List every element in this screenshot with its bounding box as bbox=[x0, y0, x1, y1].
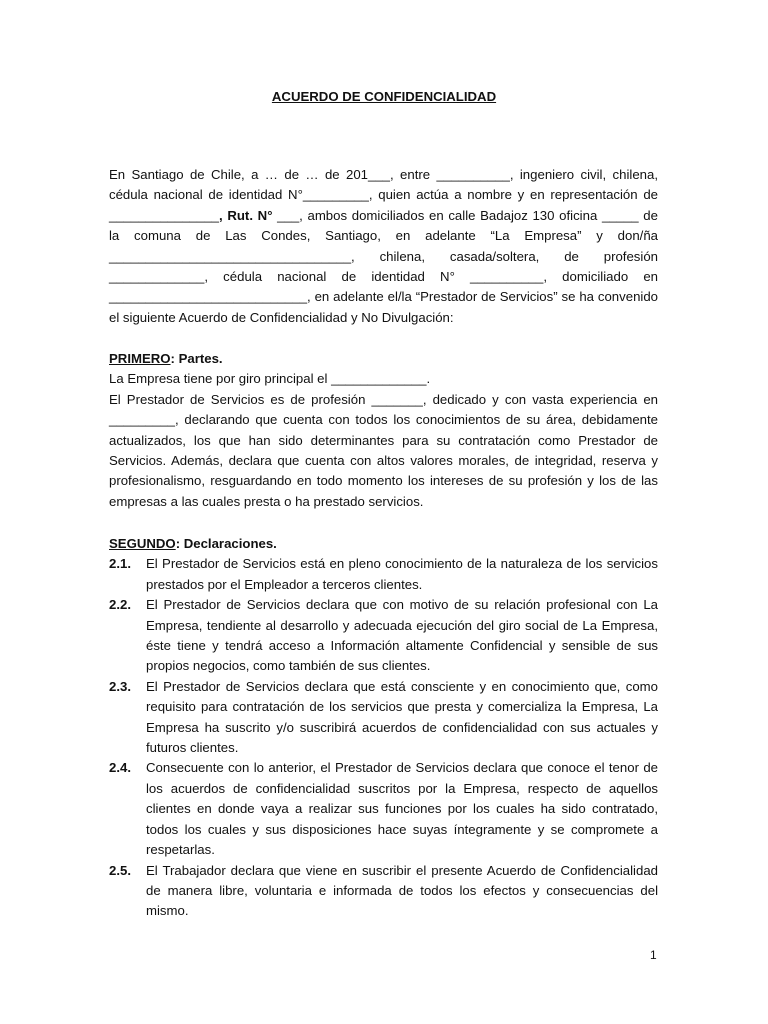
intro-paragraph bbox=[109, 165, 658, 328]
document-title: ACUERDO DE CONFIDENCIALIDAD bbox=[271, 89, 497, 104]
section-primero bbox=[109, 349, 658, 512]
heading-label: PRIMERO bbox=[109, 351, 171, 366]
item-text: El Prestador de Servicios está en pleno conocimiento de la naturaleza de los servicios prestados por el Empleador a terceros clientes. bbox=[146, 556, 658, 592]
item-text: El Prestador de Servicios declara que con motivo de su relación profesional con La Empresa, tendiente al desarrollo y adecuada ejecución del giro social de La Empresa, éste tiene y tendrá acceso a Información altamente Confidencial y sensible de sus propios negocios, como también de sus clientes. bbox=[146, 597, 658, 674]
giro-line: La Empresa tiene por giro principal el _____________. bbox=[109, 371, 431, 387]
list-item bbox=[109, 595, 658, 677]
item-number: 2.5. bbox=[109, 862, 131, 878]
list-item bbox=[109, 861, 658, 922]
list-item bbox=[109, 554, 658, 595]
list-item bbox=[109, 677, 658, 759]
item-text: El Prestador de Servicios declara que está consciente y en conocimiento que, como requisito para contratación de los servicios que presta y comercializa la Empresa, La Empresa ha suscrito y/o suscribirá acuerdos de confidencialidad con sus actuales y futuros clientes. bbox=[146, 678, 658, 756]
item-number: 2.3. bbox=[109, 678, 131, 694]
item-number: 2.2. bbox=[109, 597, 131, 613]
heading-rest: : Declaraciones. bbox=[175, 536, 277, 551]
heading-rest: : Partes. bbox=[170, 351, 223, 366]
item-text: Consecuente con lo anterior, el Prestador de Servicios declara que conoce el tenor de los acuerdos de confidencialidad suscritos por la Empresa, respecto de aquellos clientes en donde vaya a realizar sus funciones por los cuales ha sido contratado, todos los cuales y sus disposiciones hace suyas íntegramente y se compromete a respetarlas. bbox=[146, 760, 658, 858]
section-heading-segundo bbox=[109, 534, 658, 554]
item-number: 2.1. bbox=[109, 556, 131, 572]
item-text: El Trabajador declara que viene en suscribir el presente Acuerdo de Confidencialidad de manera libre, voluntaria e informada de todos los efectos y consecuencias del mismo. bbox=[146, 862, 658, 919]
section-segundo bbox=[109, 534, 658, 922]
rut-label: , Rut. N° bbox=[219, 207, 273, 223]
intro-text-1: En Santiago de Chile, a … de … de 201___, entre __________, ingeniero civil, chilena, cédula nacional de identidad N°_________, quien actúa a nombre y en representación de _______________ bbox=[109, 167, 658, 223]
list-item bbox=[109, 758, 658, 860]
page-number: 1 bbox=[650, 948, 657, 962]
intro-text-2: ___, ambos domiciliados en calle Badajoz 130 oficina _____ de la comuna de Las Condes, Santiago, en adelante “La Empresa” y don/ña _________________________________, chilena, casada/soltera, de profesión _____________, cédula nacional de identidad N° __________, domiciliado en ___________________________, en adelante el/la “Prestador de Servicios” se ha convenido el siguiente Acuerdo de Confidencialidad y No Divulgación: bbox=[109, 207, 658, 325]
item-number: 2.4. bbox=[109, 760, 131, 776]
section-heading-primero bbox=[109, 349, 658, 369]
primero-paragraph: El Prestador de Servicios es de profesión _______, dedicado y con vasta experiencia en _________, declarando que cuenta con todos los conocimientos de su área, debidamente actualizados, los que han sido determinantes para su contratación como Prestador de Servicios. Además, declara que cuenta con altos valores morales, de integridad, reserva y profesionalismo, resguardando en todo momento los intereses de su profesión y los de las empresas a las cuales presta o ha prestado servicios. bbox=[109, 391, 658, 509]
heading-label: SEGUNDO bbox=[109, 536, 176, 551]
